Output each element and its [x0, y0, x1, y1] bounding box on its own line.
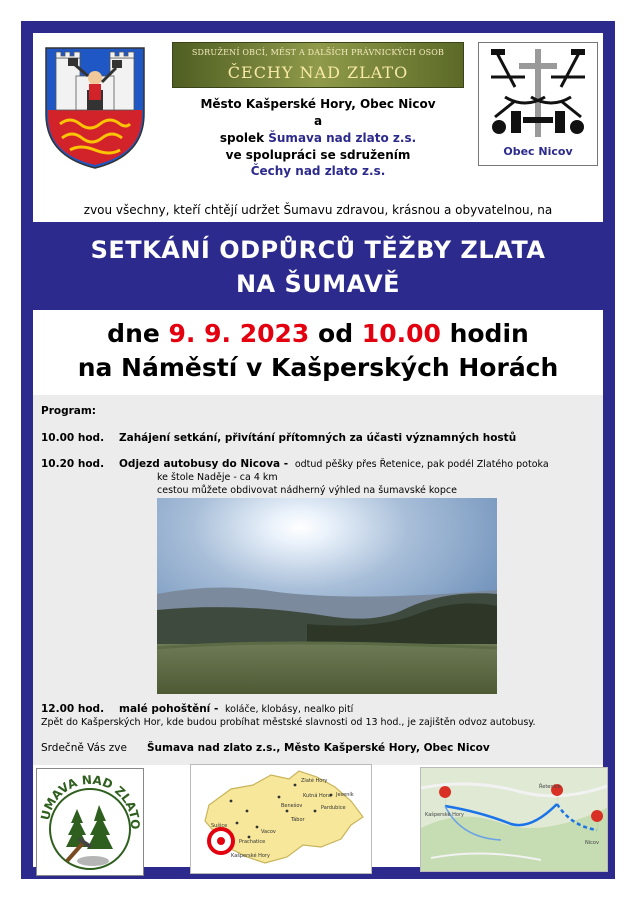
- date-mid: od: [309, 319, 362, 348]
- logo-arc-text: UMAVA NAD ZLATO: [38, 772, 143, 830]
- closing-names: Šumava nad zlato z.s., Město Kašperské Hory, Obec Nicov: [146, 742, 490, 754]
- route-label-2: Řetenice: [539, 784, 561, 790]
- program-item-3-text: koláče, klobásy, nealko pití: [225, 704, 354, 715]
- event-date-line: [28, 319, 608, 348]
- organizer-sumava-nad-zlato: Šumava nad zlato z.s.: [268, 131, 417, 145]
- organizer-spolek-prefix: spolek: [219, 131, 269, 145]
- program-item-3-line-2: Zpět do Kašperských Hor, kde budou probíhat městské slavnosti od 13 hod., je zajištěn odvoz autobusy.: [41, 717, 536, 728]
- program-heading: Program:: [41, 405, 97, 417]
- map-label-8: Tábor: [291, 817, 305, 823]
- program-item-3-time: 12.00 hod.: [41, 703, 105, 715]
- organizer-line-3: [170, 131, 466, 145]
- program-item-2-title: Odjezd autobusy do Nicova -: [119, 458, 289, 470]
- landscape-photo: [157, 498, 497, 694]
- event-title-line-2: NA ŠUMAVĚ: [235, 270, 401, 298]
- event-title-line-1: SETKÁNÍ ODPŮRCŮ TĚŽBY ZLATA: [90, 236, 546, 264]
- program-item-2-time: 10.20 hod.: [41, 458, 105, 470]
- map-label-1: Zlaté Hory: [301, 778, 328, 784]
- program-box: [33, 395, 603, 765]
- route-label-1: Kašperské Hory: [425, 812, 464, 818]
- program-item-2-line-1: [119, 458, 549, 470]
- event-title-box: [33, 222, 603, 310]
- program-item-1-time: 10.00 hod.: [41, 432, 105, 444]
- closing-prefix: Srdečně Vás zve: [41, 742, 127, 754]
- program-item-2-text: odtud pěšky přes Řetenice, pak podél Zlatého potoka: [294, 459, 549, 470]
- banner-tagline: SDRUŽENÍ OBCÍ, MĚST A DALŠÍCH PRÁVNICKÝCH OSOB: [191, 48, 445, 57]
- map-label-10: Pardubice: [321, 805, 346, 811]
- organizer-line-4: ve spolupráci se sdružením: [225, 148, 411, 162]
- program-item-2-line-2: ke štole Naděje - ca 4 km: [157, 472, 278, 483]
- event-date: 9. 9. 2023: [168, 319, 310, 348]
- map-label-2: Jeseník: [336, 792, 354, 798]
- program-item-3-line-1: [119, 703, 353, 715]
- invitation-text: zvou všechny, kteří chtějí udržet Šumavu zdravou, krásnou a obyvatelnou, na: [83, 203, 553, 217]
- map-label-9: Kutná Hora: [303, 793, 331, 799]
- map-label-7: Benešov: [281, 803, 303, 809]
- event-place: na Náměstí v Kašperských Horách: [77, 353, 559, 382]
- map-label-6: Prachatice: [239, 839, 266, 845]
- banner-title: ČECHY NAD ZLATO: [227, 63, 409, 82]
- nicov-caption: Obec Nicov: [503, 145, 573, 158]
- program-closing: [41, 742, 490, 754]
- program-item-2-line-3: cestou můžete obdivovat nádherný výhled na šumavské kopce: [157, 485, 457, 496]
- nicov-tools-emblem: [485, 47, 591, 139]
- map-label-5: Vacov: [261, 829, 276, 835]
- date-prefix: dne: [107, 319, 169, 348]
- map-label-4: Kašperské Hory: [231, 853, 270, 859]
- organizer-line-5: Čechy nad zlato z.s.: [250, 164, 386, 178]
- event-time: 10.00: [361, 319, 441, 348]
- czech-republic-map: [190, 764, 372, 874]
- organizer-line-2: a: [313, 114, 323, 128]
- program-item-3-title: malé pohoštění -: [119, 703, 219, 715]
- sumava-nad-zlato-logo: [36, 768, 144, 876]
- route-label-3: Nicov: [585, 840, 599, 846]
- date-suffix: hodin: [440, 319, 529, 348]
- kasperske-hory-coat-of-arms: [40, 44, 150, 172]
- map-label-3: Sušice: [211, 823, 228, 829]
- route-map: [420, 767, 608, 872]
- organizer-line-1: Město Kašperské Hory, Obec Nicov: [200, 97, 436, 111]
- obec-nicov-logo-box: [478, 42, 598, 166]
- cechy-nad-zlato-banner: [172, 42, 464, 88]
- program-item-1-text: Zahájení setkání, přivítání přítomných za účasti významných hostů: [119, 432, 517, 444]
